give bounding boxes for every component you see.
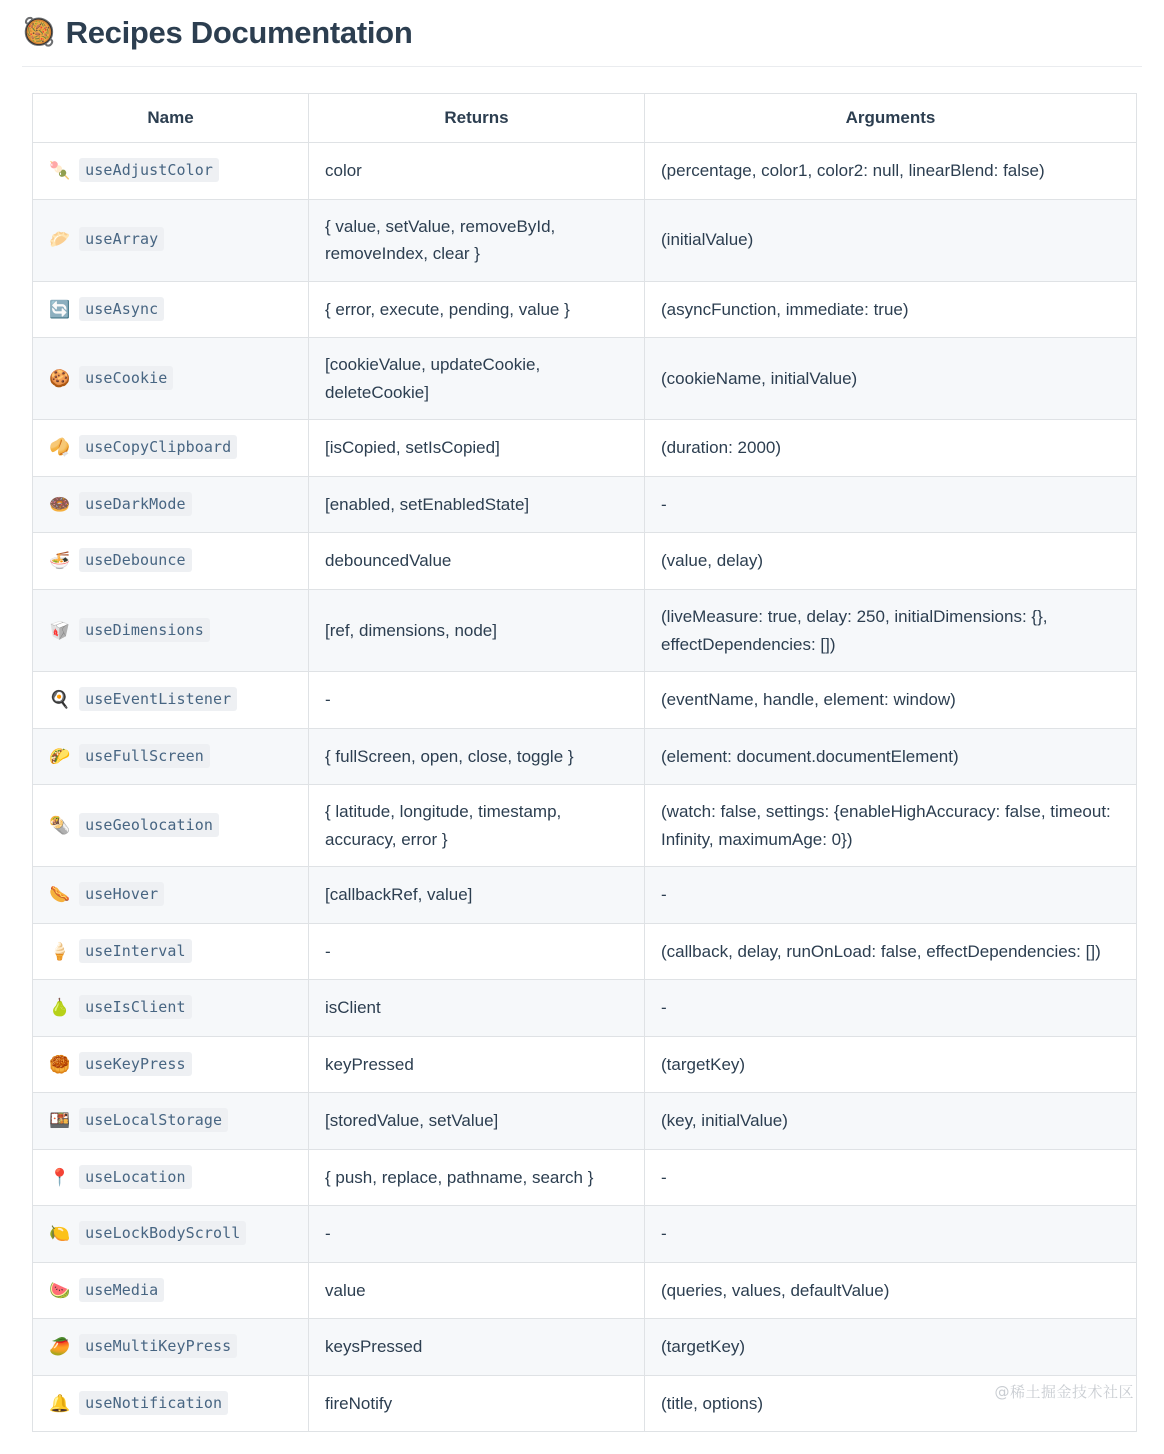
hook-name[interactable]: useMedia: [79, 1278, 164, 1302]
hook-name[interactable]: useAdjustColor: [79, 158, 219, 182]
table-row: [33, 867, 1137, 924]
cell-arguments: (eventName, handle, element: window): [645, 672, 1137, 729]
cell-arguments: (cookieName, initialValue): [645, 338, 1137, 420]
cell-returns: { push, replace, pathname, search }: [309, 1149, 645, 1206]
table-header-row: [33, 94, 1137, 143]
cell-arguments: -: [645, 1206, 1137, 1263]
table-row: [33, 199, 1137, 281]
table-row: [33, 1206, 1137, 1263]
cell-name: [33, 1262, 309, 1319]
table-row: [33, 143, 1137, 200]
table-row: [33, 1262, 1137, 1319]
cell-returns: keysPressed: [309, 1319, 645, 1376]
table-row: [33, 533, 1137, 590]
taco-icon: 🌮: [49, 746, 71, 767]
hook-name[interactable]: useIsClient: [79, 995, 191, 1019]
round-pushpin-icon: 📍: [49, 1167, 71, 1188]
hooks-table: [32, 93, 1137, 1432]
cell-arguments: (key, initialValue): [645, 1093, 1137, 1150]
takeout-box-icon: 🥡: [49, 620, 71, 641]
table-body: [33, 143, 1137, 1432]
cell-name: [33, 589, 309, 671]
ramen-icon: 🍜: [49, 551, 71, 572]
dango-icon: 🍡: [49, 161, 71, 182]
table-row: [33, 1319, 1137, 1376]
cell-returns: -: [309, 1206, 645, 1263]
cell-returns: -: [309, 923, 645, 980]
cell-name: [33, 143, 309, 200]
cell-arguments: (percentage, color1, color2: null, linearBlend: false): [645, 143, 1137, 200]
hook-name[interactable]: useHover: [79, 882, 164, 906]
cell-returns: [callbackRef, value]: [309, 867, 645, 924]
hook-name[interactable]: useLocalStorage: [79, 1108, 228, 1132]
hook-name[interactable]: useKeyPress: [79, 1052, 191, 1076]
cell-name: [33, 281, 309, 338]
moon-cake-icon: 🥮: [49, 1054, 71, 1075]
cell-name: [33, 1149, 309, 1206]
cell-returns: [cookieValue, updateCookie, deleteCookie]: [309, 338, 645, 420]
table-row: [33, 338, 1137, 420]
hook-name[interactable]: useAsync: [79, 297, 164, 321]
cell-arguments: -: [645, 867, 1137, 924]
cell-name: [33, 199, 309, 281]
cell-arguments: (value, delay): [645, 533, 1137, 590]
cell-name: [33, 1093, 309, 1150]
hook-name[interactable]: useInterval: [79, 939, 191, 963]
cell-name: [33, 1036, 309, 1093]
table-row: [33, 1036, 1137, 1093]
cell-arguments: (targetKey): [645, 1036, 1137, 1093]
cell-returns: { latitude, longitude, timestamp, accuracy, error }: [309, 785, 645, 867]
hook-name[interactable]: useEventListener: [79, 687, 237, 711]
table-row: [33, 728, 1137, 785]
doughnut-icon: 🍩: [49, 494, 71, 515]
counterclockwise-arrows-icon: 🔄: [49, 299, 71, 320]
cell-returns: color: [309, 143, 645, 200]
cell-name: [33, 980, 309, 1037]
hook-name[interactable]: useLocation: [79, 1165, 191, 1189]
cell-returns: fireNotify: [309, 1375, 645, 1432]
table-row: [33, 420, 1137, 477]
cell-name: [33, 1319, 309, 1376]
table-row: [33, 923, 1137, 980]
hook-name[interactable]: useMultiKeyPress: [79, 1334, 237, 1358]
table-row: [33, 1375, 1137, 1432]
cell-returns: keyPressed: [309, 1036, 645, 1093]
cell-name: [33, 672, 309, 729]
column-header-arguments: Arguments: [645, 94, 1137, 143]
cell-returns: { error, execute, pending, value }: [309, 281, 645, 338]
paella-icon: 🥘: [22, 17, 56, 49]
table-row: [33, 281, 1137, 338]
page-title: Recipes Documentation: [65, 15, 413, 50]
cell-name: [33, 1375, 309, 1432]
cell-returns: isClient: [309, 980, 645, 1037]
cell-arguments: (title, options): [645, 1375, 1137, 1432]
cell-returns: value: [309, 1262, 645, 1319]
soft-ice-cream-icon: 🍦: [49, 941, 71, 962]
column-header-name: Name: [33, 94, 309, 143]
column-header-returns: Returns: [309, 94, 645, 143]
cooking-icon: 🍳: [49, 690, 71, 711]
cell-returns: { value, setValue, removeById, removeIndex, clear }: [309, 199, 645, 281]
watermelon-icon: 🍉: [49, 1280, 71, 1301]
cell-name: [33, 923, 309, 980]
cell-arguments: -: [645, 980, 1137, 1037]
cell-arguments: (callback, delay, runOnLoad: false, effectDependencies: []): [645, 923, 1137, 980]
hook-name[interactable]: useLockBodyScroll: [79, 1221, 246, 1245]
cell-arguments: (queries, values, defaultValue): [645, 1262, 1137, 1319]
cell-returns: debouncedValue: [309, 533, 645, 590]
fortune-cookie-icon: 🥠: [49, 438, 71, 459]
cell-name: [33, 476, 309, 533]
cell-name: [33, 785, 309, 867]
cell-returns: [enabled, setEnabledState]: [309, 476, 645, 533]
cell-returns: { fullScreen, open, close, toggle }: [309, 728, 645, 785]
table-header: [33, 94, 1137, 143]
cell-arguments: (targetKey): [645, 1319, 1137, 1376]
cell-name: [33, 338, 309, 420]
hot-dog-icon: 🌭: [49, 885, 71, 906]
lemon-icon: 🍋: [49, 1224, 71, 1245]
table-row: [33, 785, 1137, 867]
mango-icon: 🥭: [49, 1337, 71, 1358]
cell-arguments: -: [645, 476, 1137, 533]
cell-arguments: -: [645, 1149, 1137, 1206]
cell-arguments: (liveMeasure: true, delay: 250, initialDimensions: {}, effectDependencies: []): [645, 589, 1137, 671]
hook-name[interactable]: useGeolocation: [79, 813, 219, 837]
table-row: [33, 589, 1137, 671]
cell-name: [33, 867, 309, 924]
cell-returns: [storedValue, setValue]: [309, 1093, 645, 1150]
hook-name[interactable]: useDebounce: [79, 548, 191, 572]
table-row: [33, 1149, 1137, 1206]
cell-returns: [isCopied, setIsCopied]: [309, 420, 645, 477]
cell-name: [33, 1206, 309, 1263]
bell-icon: 🔔: [49, 1393, 71, 1414]
hook-name[interactable]: useCopyClipboard: [79, 435, 237, 459]
cell-arguments: (duration: 2000): [645, 420, 1137, 477]
cookie-icon: 🍪: [49, 369, 71, 390]
cell-returns: -: [309, 672, 645, 729]
pear-icon: 🍐: [49, 998, 71, 1019]
hook-name[interactable]: useCookie: [79, 366, 173, 390]
table-container: [0, 67, 1164, 1432]
table-row: [33, 1093, 1137, 1150]
bento-box-icon: 🍱: [49, 1111, 71, 1132]
hook-name[interactable]: useNotification: [79, 1391, 228, 1415]
cell-arguments: (asyncFunction, immediate: true): [645, 281, 1137, 338]
cell-arguments: (watch: false, settings: {enableHighAccuracy: false, timeout: Infinity, maximumAge: 0}): [645, 785, 1137, 867]
burrito-icon: 🌯: [49, 815, 71, 836]
table-row: [33, 476, 1137, 533]
table-row: [33, 672, 1137, 729]
dumpling-icon: 🥟: [49, 230, 71, 251]
cell-name: [33, 728, 309, 785]
hook-name[interactable]: useArray: [79, 227, 164, 251]
cell-arguments: (initialValue): [645, 199, 1137, 281]
cell-arguments: (element: document.documentElement): [645, 728, 1137, 785]
cell-name: [33, 420, 309, 477]
page-header: [0, 0, 1164, 51]
hook-name[interactable]: useDarkMode: [79, 492, 191, 516]
hook-name[interactable]: useDimensions: [79, 618, 210, 642]
table-row: [33, 980, 1137, 1037]
watermark: @稀土掘金技术社区: [994, 1383, 1134, 1401]
hook-name[interactable]: useFullScreen: [79, 744, 210, 768]
cell-returns: [ref, dimensions, node]: [309, 589, 645, 671]
cell-name: [33, 533, 309, 590]
